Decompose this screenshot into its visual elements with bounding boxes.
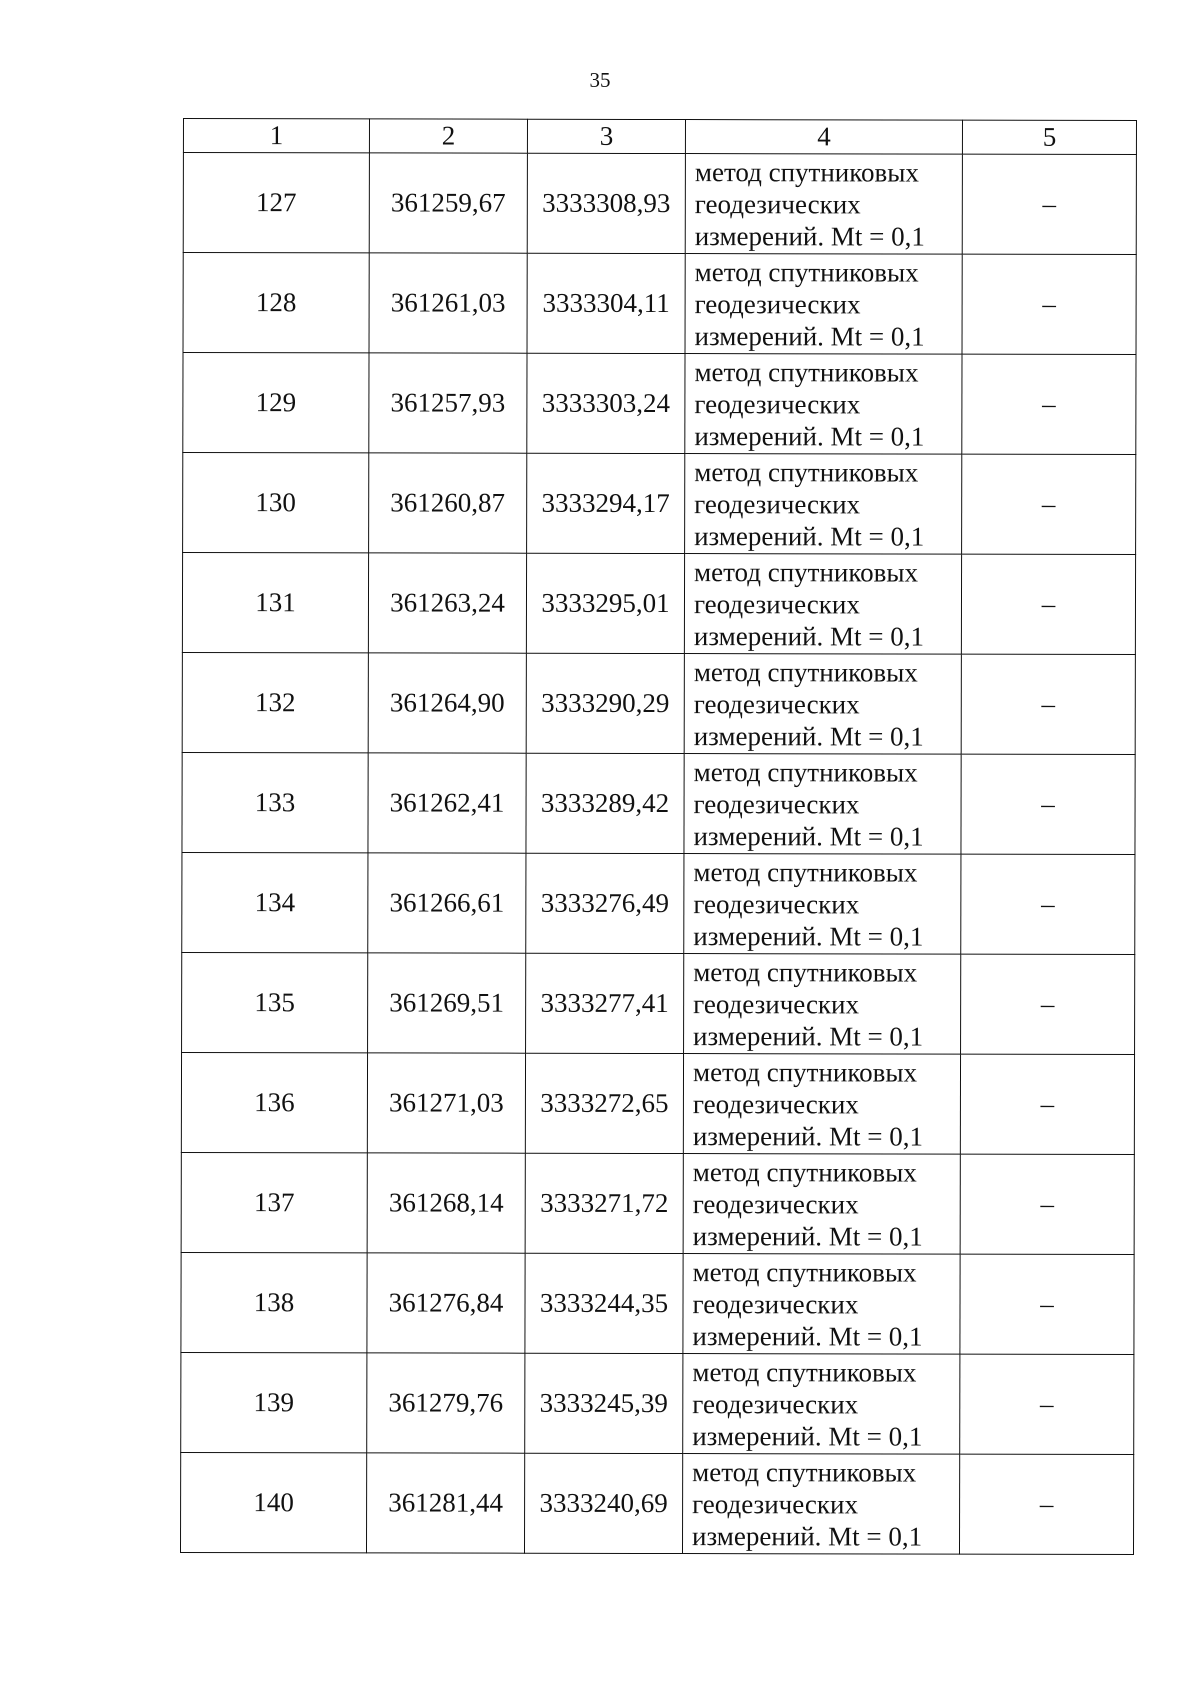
coordinates-table [180,118,1137,1555]
method-line: измерений. Mt = 0,1 [692,1120,924,1152]
x-coordinate-cell: 361263,24 [368,553,526,653]
table-row [183,153,1136,255]
note-cell: – [961,654,1135,754]
x-coordinate-cell: 361260,87 [369,453,527,553]
method-line: метод спутниковых [694,256,919,288]
method-line: метод спутниковых [692,1456,917,1488]
point-number-cell: 132 [182,652,368,752]
note-cell: – [960,1054,1134,1154]
table-row [182,852,1135,954]
x-coordinate-cell: 361268,14 [367,1153,525,1253]
y-coordinate-cell: 3333289,42 [526,753,684,853]
method-line: измерений. Mt = 0,1 [692,1320,923,1352]
y-coordinate-cell: 3333244,35 [525,1253,683,1353]
note-cell: – [961,954,1135,1054]
y-coordinate-cell: 3333276,49 [526,853,684,953]
note-cell: – [960,1154,1134,1254]
x-coordinate-cell: 361259,67 [369,153,527,253]
table-row [180,1452,1133,1554]
x-coordinate-cell: 361264,90 [368,653,526,753]
method-cell [685,254,962,355]
table-row [183,353,1136,455]
note-cell: – [962,354,1136,454]
point-number-cell: 130 [183,453,369,553]
y-coordinate-cell: 3333308,93 [527,153,685,253]
x-coordinate-cell: 361271,03 [367,1053,525,1153]
y-coordinate-cell: 3333245,39 [525,1353,683,1453]
point-number-cell: 129 [183,353,369,453]
method-line: измерений. Mt = 0,1 [692,1520,923,1552]
y-coordinate-cell: 3333271,72 [525,1153,683,1253]
y-coordinate-cell: 3333303,24 [527,353,685,453]
method-cell [683,1154,960,1255]
method-line: геодезических [694,488,861,519]
method-cell [682,1454,959,1555]
x-coordinate-cell: 361281,44 [366,1453,524,1553]
point-number-cell: 128 [183,253,369,353]
table-body [180,153,1136,1555]
method-cell [685,154,962,255]
method-line: метод спутниковых [692,1056,918,1088]
note-cell: – [960,1254,1134,1354]
point-number-cell: 127 [183,153,369,253]
column-header-2: 2 [369,119,527,153]
method-line: геодезических [692,1388,859,1419]
note-cell: – [961,854,1135,954]
method-line: метод спутниковых [692,1156,917,1188]
y-coordinate-cell: 3333290,29 [526,653,684,753]
y-coordinate-cell: 3333295,01 [526,553,684,653]
method-line: измерений. Mt = 0,1 [692,1420,923,1452]
method-line: геодезических [693,988,860,1019]
table-row [182,952,1135,1054]
x-coordinate-cell: 361261,03 [369,253,527,353]
method-line: метод спутниковых [693,756,918,788]
y-coordinate-cell: 3333240,69 [524,1453,682,1553]
table-row [182,553,1135,655]
x-coordinate-cell: 361269,51 [368,953,526,1053]
method-line: метод спутниковых [693,956,918,988]
method-line: геодезических [693,888,860,919]
method-line: измерений. Mt = 0,1 [693,620,925,652]
point-number-cell: 135 [182,952,368,1052]
table-row [183,253,1136,355]
table-row [182,652,1135,754]
method-line: измерений. Mt = 0,1 [693,820,924,852]
method-line: метод спутниковых [693,656,918,688]
table-row [181,1252,1134,1354]
method-cell [684,754,961,855]
method-line: измерений. Mt = 0,1 [692,1220,923,1252]
point-number-cell: 131 [182,553,368,653]
x-coordinate-cell: 361257,93 [369,353,527,453]
y-coordinate-cell: 3333294,17 [527,453,685,553]
method-line: геодезических [693,688,860,719]
table-row [182,752,1135,854]
method-line: геодезических [692,1488,859,1519]
note-cell: – [962,254,1136,354]
point-number-cell: 137 [181,1152,367,1252]
column-header-4: 4 [685,120,962,155]
method-line: геодезических [693,788,860,819]
method-cell [683,1254,960,1355]
note-cell: – [961,754,1135,854]
method-cell [684,654,961,755]
method-cell [685,454,962,555]
point-number-cell: 139 [181,1352,367,1452]
method-line: измерений. Mt = 0,1 [694,420,925,452]
note-cell: – [961,554,1135,654]
point-number-cell: 133 [182,752,368,852]
method-line: метод спутниковых [694,356,919,388]
method-line: метод спутниковых [694,156,919,188]
method-cell [683,1354,960,1455]
note-cell: – [962,454,1136,554]
method-line: метод спутниковых [694,556,919,588]
x-coordinate-cell: 361266,61 [368,853,526,953]
y-coordinate-cell: 3333272,65 [525,1053,683,1153]
header-row [183,119,1136,155]
x-coordinate-cell: 361276,84 [367,1253,525,1353]
method-line: геодезических [694,388,861,419]
method-cell [684,554,961,655]
method-line: геодезических [692,1288,859,1319]
table-row [183,453,1136,555]
method-cell [683,1054,960,1155]
method-line: измерений. Mt = 0,1 [694,220,925,252]
y-coordinate-cell: 3333304,11 [527,253,685,353]
method-line: измерений. Mt = 0,1 [693,720,924,752]
page-number: 35 [589,68,611,92]
column-header-1: 1 [183,119,369,153]
table-row [181,1352,1134,1454]
method-line: метод спутниковых [694,456,919,488]
method-line: метод спутниковых [692,1356,917,1388]
method-line: измерений. Mt = 0,1 [694,320,925,352]
method-line: измерений. Mt = 0,1 [693,920,924,952]
note-cell: – [960,1354,1134,1454]
column-header-3: 3 [527,119,685,153]
note-cell: – [959,1454,1133,1554]
method-line: геодезических [694,288,861,319]
x-coordinate-cell: 361279,76 [367,1353,525,1453]
point-number-cell: 138 [181,1252,367,1352]
point-number-cell: 140 [180,1452,366,1552]
method-cell [685,354,962,455]
method-line: измерений. Mt = 0,1 [694,520,925,552]
y-coordinate-cell: 3333277,41 [526,953,684,1053]
point-number-cell: 136 [181,1052,367,1152]
method-cell [684,854,961,955]
method-line: геодезических [693,588,860,619]
point-number-cell: 134 [182,852,368,952]
x-coordinate-cell: 361262,41 [368,753,526,853]
table-row [181,1052,1134,1154]
method-line: измерений. Mt = 0,1 [693,1020,924,1052]
method-line: геодезических [694,188,861,219]
method-line: метод спутниковых [692,1256,917,1288]
table-row [181,1152,1134,1254]
method-line: метод спутниковых [693,856,918,888]
method-line: геодезических [692,1088,859,1119]
column-header-5: 5 [962,120,1136,154]
method-line: геодезических [692,1188,859,1219]
method-cell [684,954,961,1055]
note-cell: – [962,154,1136,254]
